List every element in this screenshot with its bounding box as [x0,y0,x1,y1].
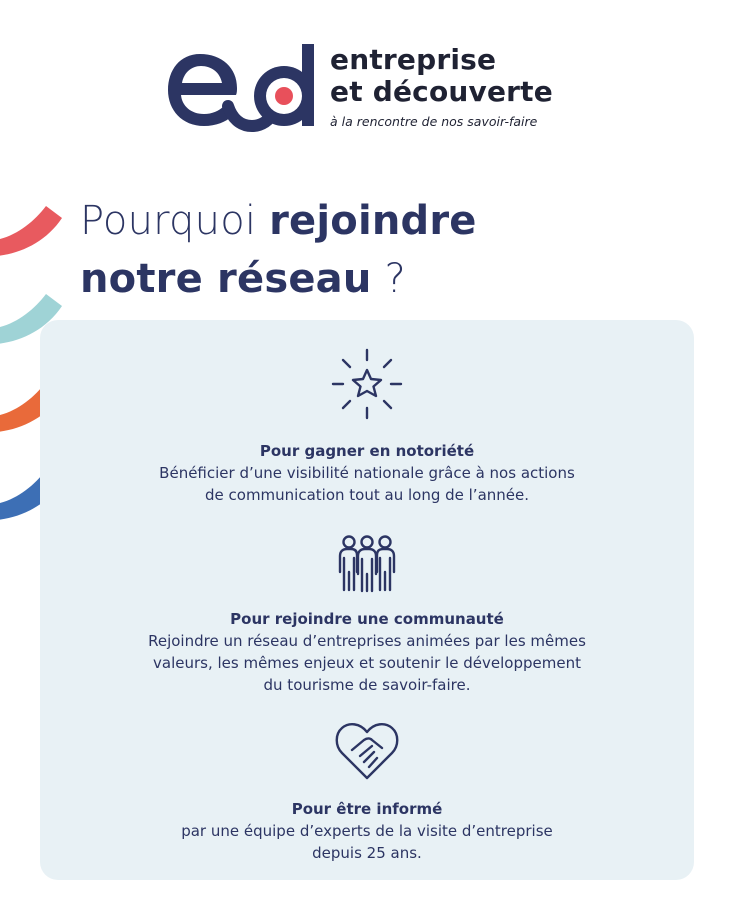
benefits-card [40,320,694,880]
page-title [80,192,477,308]
title-part-1: Pourquoi [80,198,270,244]
title-part-2: rejoindre [269,198,477,244]
title-part-3: notre réseau [80,256,372,302]
title-part-4: ? [371,256,406,302]
benefit-text: par une équipe d’experts de la visite d’entreprise depuis 25 ans. [181,822,553,862]
star-sparkle-icon [331,348,403,420]
arc-red [0,206,62,256]
heart-handshake-icon [334,720,400,782]
logo-text [330,44,553,129]
benefit-text: Bénéficier d’une visibilité nationale grâce à nos actions de communication tout au long de l’année. [159,464,575,504]
ed-logo-mark-icon [166,44,316,134]
people-group-icon [335,534,399,594]
benefit-item-notoriety [40,348,694,506]
benefit-title: Pour gagner en notoriété [259,442,475,460]
benefit-item-community [40,534,694,696]
logo-tagline: à la rencontre de nos savoir-faire [330,114,538,129]
logo-line-1: entreprise [330,43,497,76]
brand-logo [166,44,586,136]
benefit-title: Pour être informé [291,800,443,818]
benefit-text: Rejoindre un réseau d’entreprises animées par les mêmes valeurs, les mêmes enjeux et soutenir le développement du tourisme de savoir-faire. [148,632,586,694]
benefit-title: Pour rejoindre une communauté [230,610,504,628]
logo-line-2: et découverte [330,75,553,108]
benefit-item-informed [40,720,694,864]
